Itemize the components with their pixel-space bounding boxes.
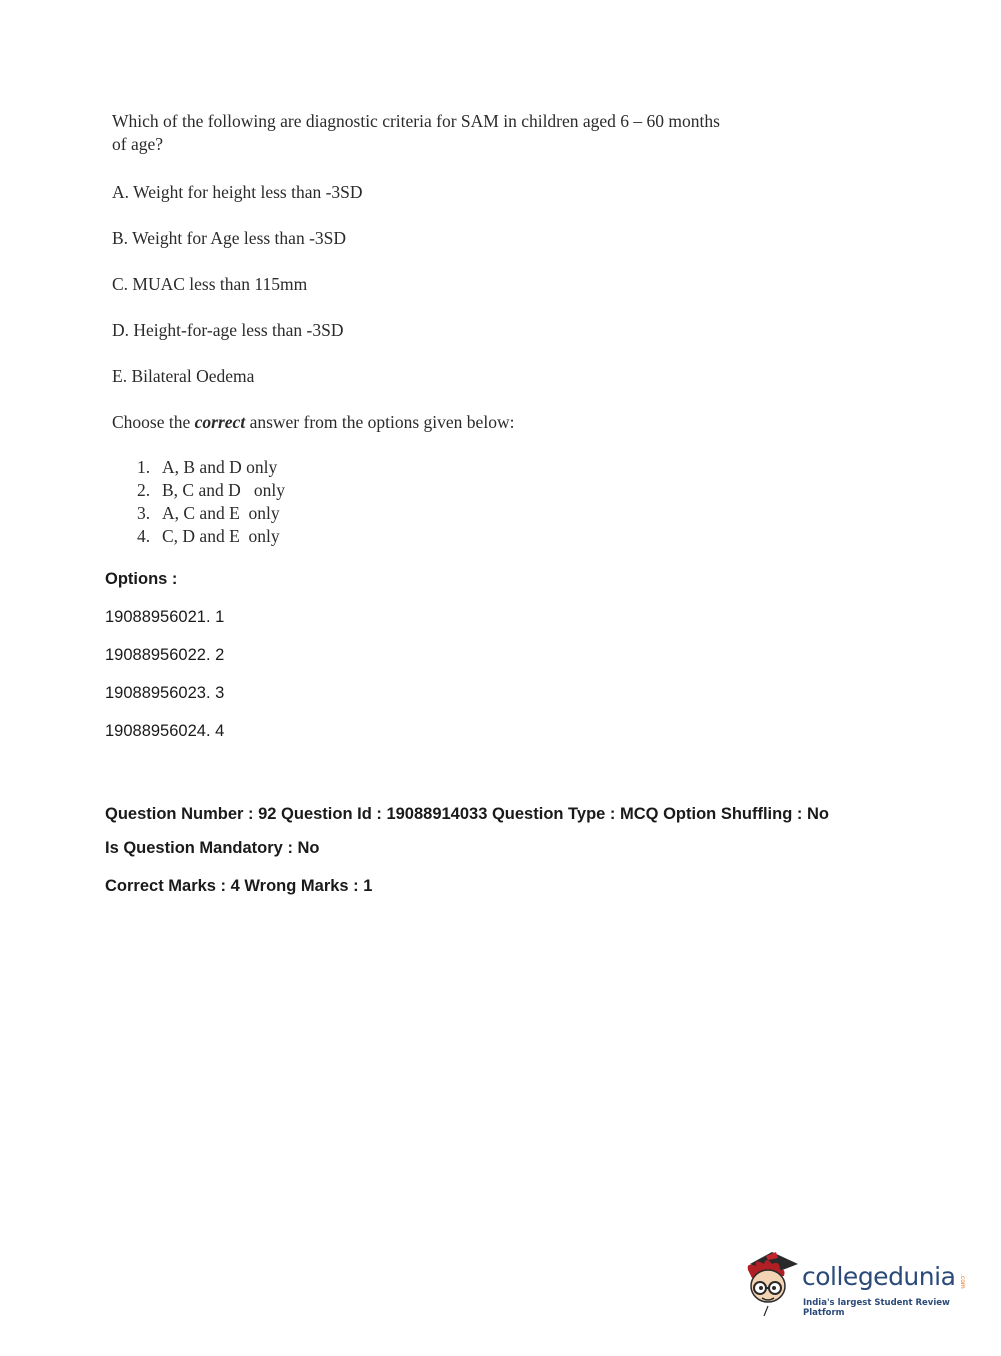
alternative-2: 2. B, C and D only xyxy=(137,480,285,500)
alternative-1: 1. A, B and D only xyxy=(137,457,278,477)
answer-alternatives xyxy=(137,456,285,548)
logo-suffix: .com xyxy=(959,1274,966,1289)
statement-e: E. Bilateral Oedema xyxy=(112,366,255,386)
question-image xyxy=(112,110,752,546)
choose-instruction: Choose the correct answer from the options given below: xyxy=(112,412,515,432)
question-text: Which of the following are diagnostic criteria for SAM in children aged 6 – 60 months of age? xyxy=(112,111,720,154)
statement-a: A. Weight for height less than -3SD xyxy=(112,182,363,202)
option-1: 19088956021. 1 xyxy=(105,608,225,626)
options-heading: Options : xyxy=(105,570,178,588)
mascot-icon xyxy=(742,1248,802,1318)
option-3: 19088956023. 3 xyxy=(105,684,225,702)
statement-b: B. Weight for Age less than -3SD xyxy=(112,228,347,248)
emphasis-correct: correct xyxy=(194,412,246,432)
collegedunia-logo xyxy=(742,1248,972,1318)
question-marks: Correct Marks : 4 Wrong Marks : 1 xyxy=(105,877,373,895)
alternative-3: 3. A, C and E only xyxy=(137,503,280,523)
alternative-4: 4. C, D and E only xyxy=(137,526,280,546)
question-meta: Question Number : 92 Question Id : 19088914033 Question Type : MCQ Option Shuffling : No xyxy=(105,805,829,823)
logo-tagline: India's largest Student Review Platform xyxy=(803,1298,950,1318)
option-2: 19088956022. 2 xyxy=(105,646,225,664)
question-mandatory: Is Question Mandatory : No xyxy=(105,839,320,857)
statement-d: D. Height-for-age less than -3SD xyxy=(112,320,344,340)
option-4: 19088956024. 4 xyxy=(105,722,225,740)
logo-wordmark: collegedunia xyxy=(802,1262,956,1291)
statement-c: C. MUAC less than 115mm xyxy=(112,274,308,294)
